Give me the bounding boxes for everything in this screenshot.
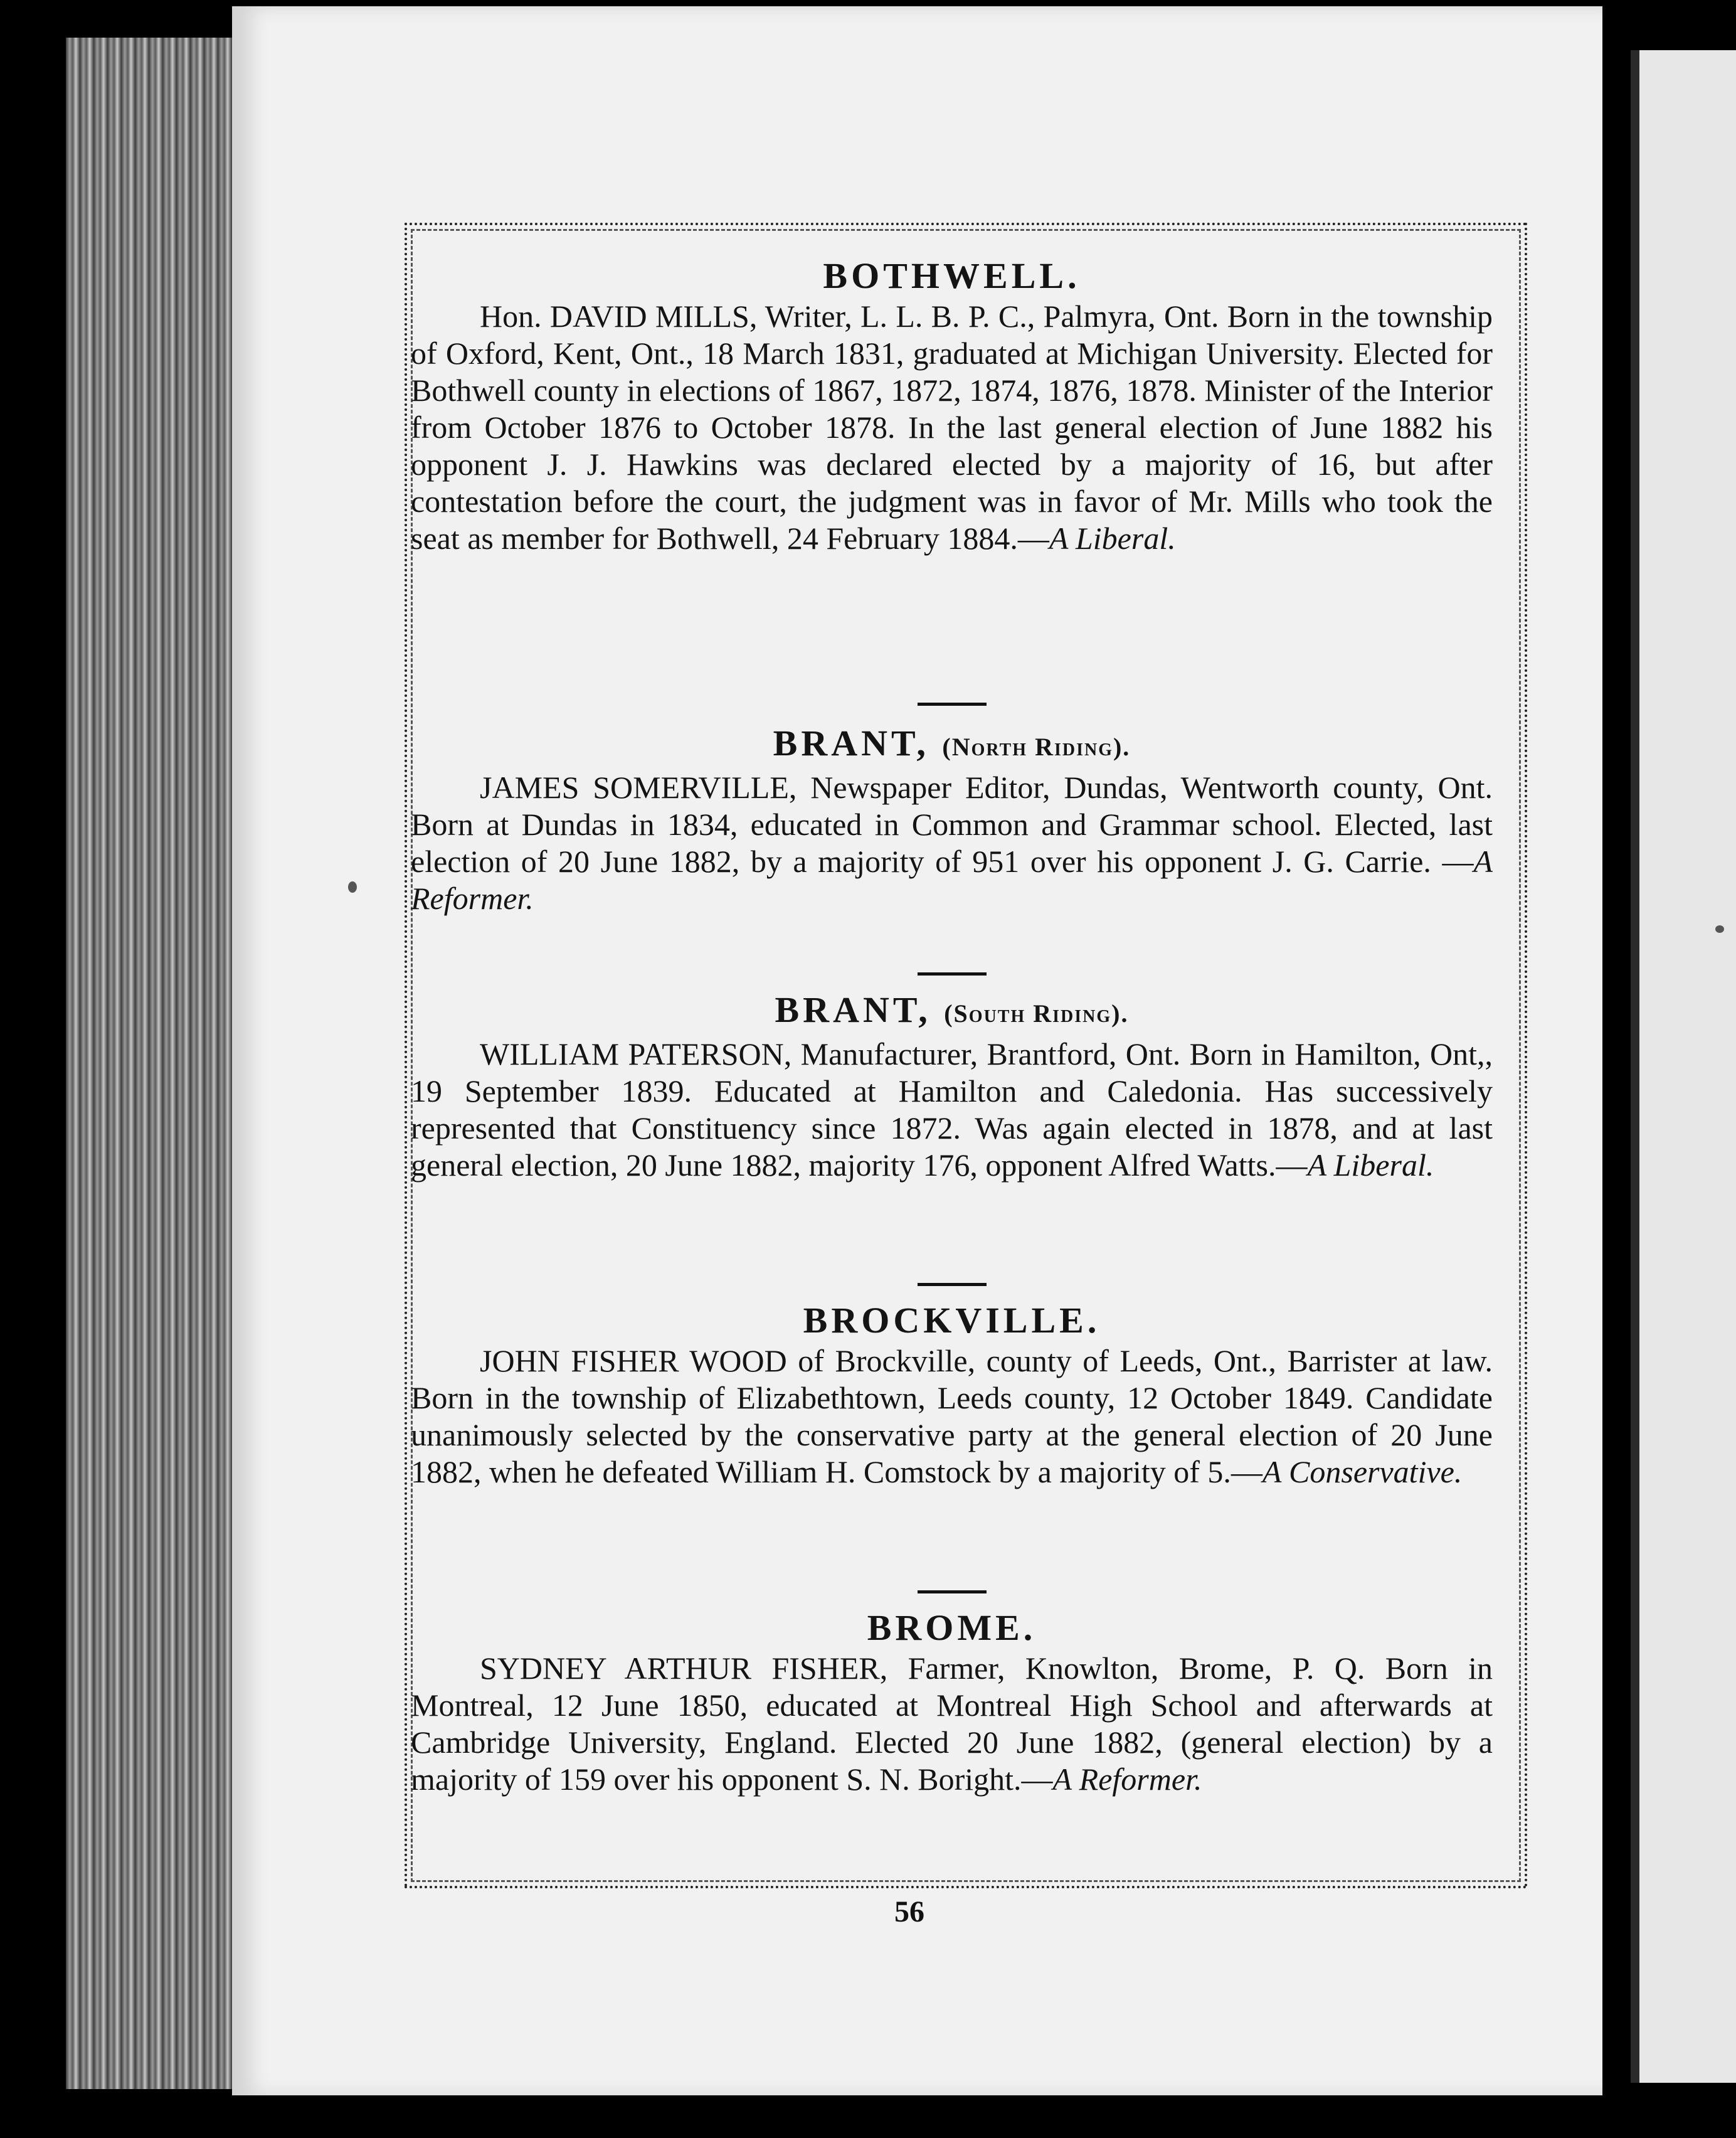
entry-brockville — [411, 1299, 1493, 1491]
entry-heading — [411, 1299, 1493, 1343]
entry-brant-south — [411, 988, 1493, 1184]
entry-heading — [411, 254, 1493, 298]
constituency-name: BROME. — [867, 1607, 1037, 1648]
entry-heading — [411, 988, 1493, 1036]
section-divider — [918, 972, 987, 976]
member-biography: Hon. DAVID MILLS, Writer, L. L. B. P. C., Palmyra, Ont. Born in the township of Oxford, Kent, Ont., 18 March 1831, graduated at Michigan University. Elected for Bothwell county in elections of 1867, 1872, 1874, 1876, 1878. Minister of the Interior from October 1876 to October 1878. In the last general election of June 1882 his opponent J. J. Hawkins was declared elected by a majority of 16, but after contestation before the court, the judgment was in favor of Mr. Mills who took the seat as member for Bothwell, 24 February 1884.— — [411, 299, 1493, 556]
section-divider — [918, 1283, 987, 1286]
ink-speck — [1715, 925, 1724, 933]
party-affiliation: A Reformer. — [1052, 1762, 1202, 1797]
member-biography: SYDNEY ARTHUR FISHER, Farmer, Knowlton, Brome, P. Q. Born in Montreal, 12 June 1850, educated at Montreal High School and afterwards at Cambridge University, England. Elected 20 June 1882, (general election) by a majority of 159 over his opponent S. N. Boright.— — [411, 1651, 1493, 1797]
constituency-name: BOTHWELL. — [823, 255, 1081, 296]
section-divider — [918, 703, 987, 706]
page-number: 56 — [894, 1895, 924, 1928]
member-biography: WILLIAM PATERSON, Manufacturer, Brantford, Ont. Born in Hamilton, Ont,, 19 September 1839. Educated at Hamilton and Caledonia. Has successively represented that Constituency since 1872. Was again elected in 1878, and at last general election, 20 June 1882, majority 176, opponent Alfred Watts.— — [411, 1036, 1493, 1183]
entry-brome — [411, 1606, 1493, 1798]
party-affiliation: A Liberal. — [1049, 521, 1176, 556]
riding-label: (South Riding). — [944, 999, 1129, 1028]
constituency-name: BRANT, — [775, 989, 931, 1030]
member-biography: JAMES SOMERVILLE, Newspaper Editor, Dundas, Wentworth county, Ont. Born at Dundas in 1834, educated in Common and Grammar school. Elected, last election of 20 June 1882, by a majority of 951 over his opponent J. G. Carrie. — — [411, 770, 1493, 879]
entry-text — [411, 298, 1493, 557]
party-affiliation: A Conservative. — [1262, 1454, 1463, 1489]
entry-text — [411, 769, 1493, 917]
entry-bothwell — [411, 254, 1493, 557]
entry-heading — [411, 1606, 1493, 1650]
book-page-edges — [66, 38, 235, 2089]
ink-speck — [348, 881, 357, 893]
section-divider — [918, 1590, 987, 1593]
entry-text — [411, 1650, 1493, 1798]
party-affiliation: A Reformer. — [411, 844, 1493, 916]
member-biography: JOHN FISHER WOOD of Brockville, county of Leeds, Ont., Barrister at law. Born in the township of Elizabethtown, Leeds county, 12 October 1849. Candidate unanimously selected by the conservative party at the general election of 20 June 1882, when he defeated William H. Comstock by a majority of 5.— — [411, 1343, 1493, 1489]
entry-text — [411, 1343, 1493, 1491]
constituency-name: BROCKVILLE. — [803, 1300, 1101, 1341]
entry-text — [411, 1036, 1493, 1184]
party-affiliation: A Liberal. — [1307, 1147, 1434, 1183]
constituency-name: BRANT, — [773, 723, 929, 763]
entry-heading — [411, 721, 1493, 769]
riding-label: (North Riding). — [942, 733, 1131, 761]
entry-brant-north — [411, 721, 1493, 917]
page-content — [411, 254, 1493, 1860]
facing-page-edge — [1631, 50, 1736, 2083]
